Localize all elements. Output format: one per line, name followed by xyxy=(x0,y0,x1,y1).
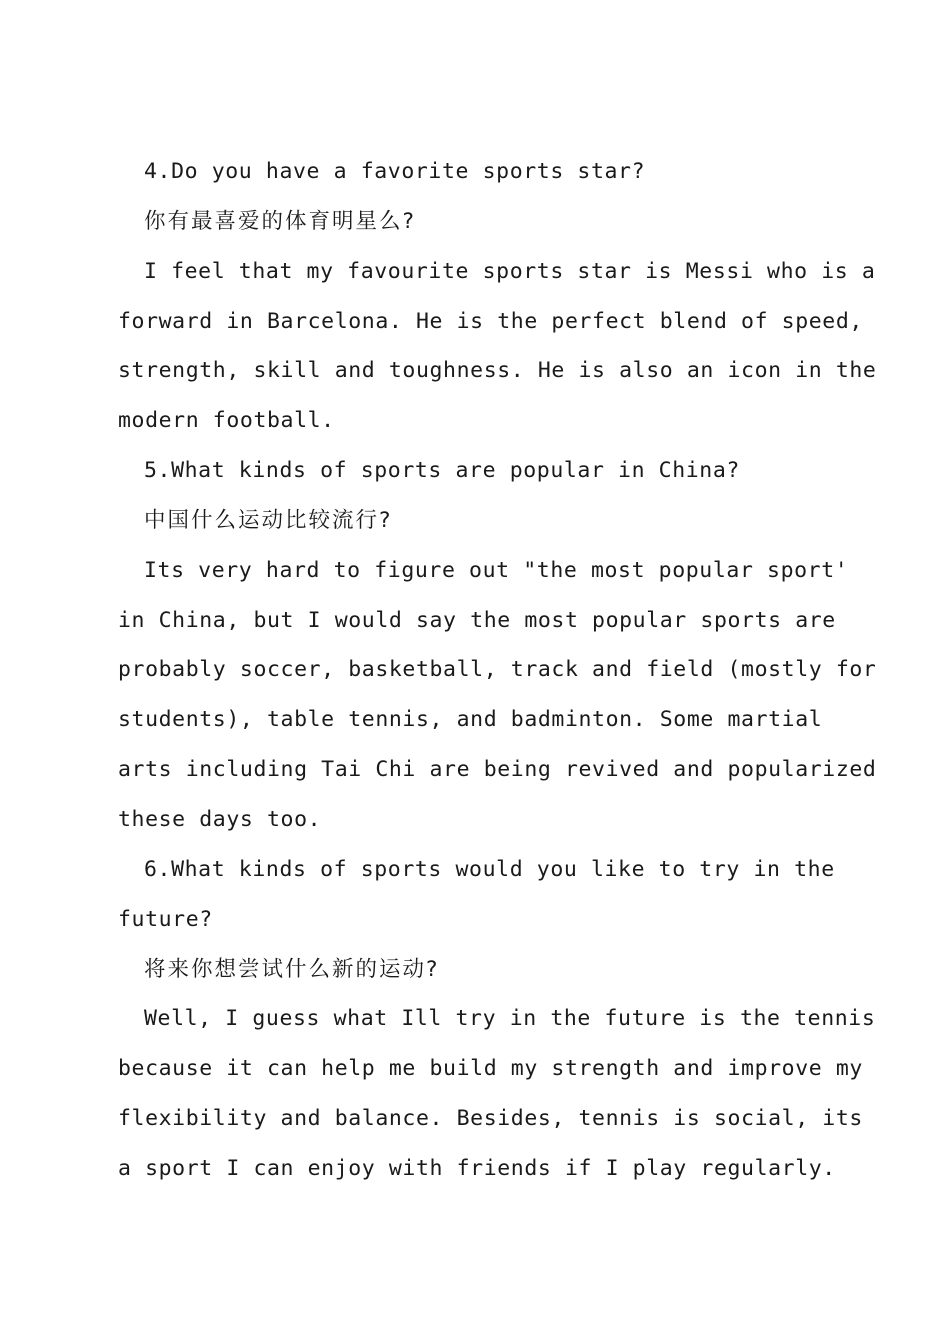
question-6: 6.What kinds of sports would you like to try in the xyxy=(144,856,835,882)
document-body xyxy=(118,147,877,1194)
question-6-continued: future? xyxy=(118,906,213,932)
answer-5-line: arts including Tai Chi are being revived and popularized xyxy=(118,757,877,783)
answer-6-line: flexibility and balance. Besides, tennis is social, its xyxy=(118,1106,863,1132)
question-4-chinese: 你有最喜爱的体育明星么? xyxy=(144,208,416,234)
answer-4-line: I feel that my favourite sports star is Messi who is a xyxy=(144,258,876,284)
answer-6-line: a sport I can enjoy with friends if I play regularly. xyxy=(118,1155,836,1181)
question-5-chinese: 中国什么运动比较流行? xyxy=(144,507,393,533)
answer-6-line: because it can help me build my strength and improve my xyxy=(118,1056,863,1082)
answer-5-line: Its very hard to figure out "the most popular sport' xyxy=(144,557,849,583)
question-5: 5.What kinds of sports are popular in China? xyxy=(144,458,740,484)
answer-5-line: probably soccer, basketball, track and field (mostly for xyxy=(118,657,877,683)
answer-6-line: Well, I guess what Ill try in the future is the tennis xyxy=(144,1006,876,1032)
question-6-chinese: 将来你想尝试什么新的运动? xyxy=(144,956,440,982)
answer-4-line: forward in Barcelona. He is the perfect blend of speed, xyxy=(118,308,863,334)
answer-4-line: modern football. xyxy=(118,408,335,434)
answer-5-line: students), table tennis, and badminton. Some martial xyxy=(118,707,823,733)
answer-4-line: strength, skill and toughness. He is also an icon in the xyxy=(118,358,877,384)
answer-5-line: in China, but I would say the most popular sports are xyxy=(118,607,836,633)
question-4: 4.Do you have a favorite sports star? xyxy=(144,159,646,184)
answer-5-line: these days too. xyxy=(118,806,322,832)
